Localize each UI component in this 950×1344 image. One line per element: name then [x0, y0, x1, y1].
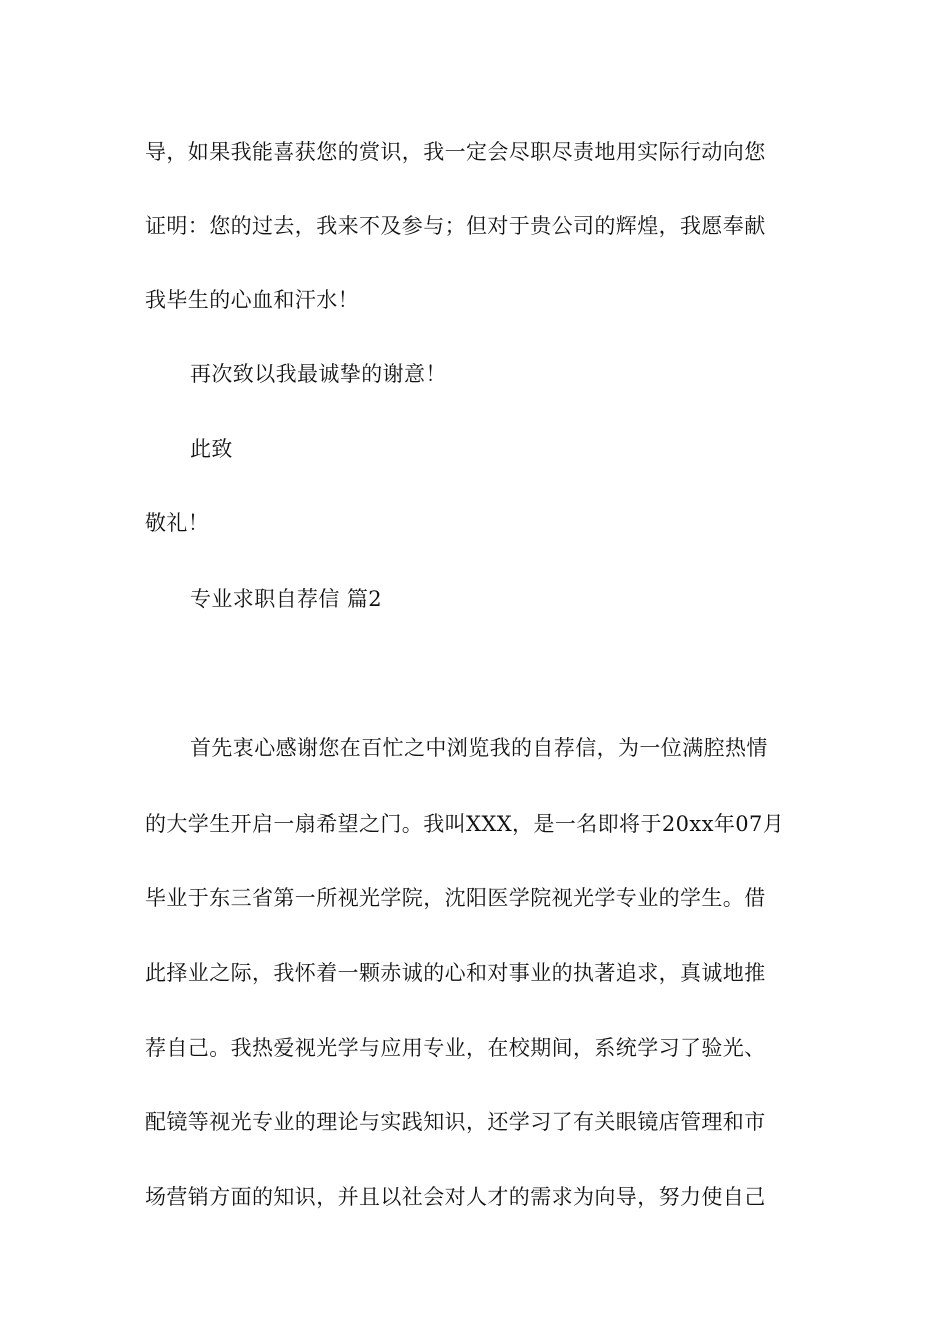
paragraph-line: 场营销方面的知识，并且以社会对人才的需求为向导，努力使自己 [145, 1185, 766, 1209]
paragraph-line: 导，如果我能喜获您的赏识，我一定会尽职尽责地用实际行动向您 [145, 140, 766, 164]
closing-regards: 敬礼！ [145, 511, 210, 535]
thanks-line: 再次致以我最诚挚的谢意！ [190, 362, 447, 386]
paragraph-line: 的大学生开启一扇希望之门。我叫XXX，是一名即将于20xx年07月 [145, 812, 785, 836]
paragraph-line: 我毕生的心血和汗水！ [145, 288, 359, 312]
paragraph-line: 毕业于东三省第一所视光学院，沈阳医学院视光学专业的学生。借 [145, 886, 766, 910]
paragraph-line: 配镜等视光专业的理论与实践知识，还学习了有关眼镜店管理和市 [145, 1110, 766, 1134]
section-heading: 专业求职自荐信 篇2 [190, 587, 383, 611]
paragraph-line: 证明：您的过去，我来不及参与；但对于贵公司的辉煌，我愿奉献 [145, 214, 766, 238]
closing-salutation: 此致 [190, 437, 233, 461]
paragraph-line: 荐自己。我热爱视光学与应用专业，在校期间，系统学习了验光、 [145, 1036, 766, 1060]
paragraph-line: 首先衷心感谢您在百忙之中浏览我的自荐信，为一位满腔热情 [190, 736, 768, 760]
paragraph-line: 此择业之际，我怀着一颗赤诚的心和对事业的执著追求，真诚地推 [145, 961, 766, 985]
